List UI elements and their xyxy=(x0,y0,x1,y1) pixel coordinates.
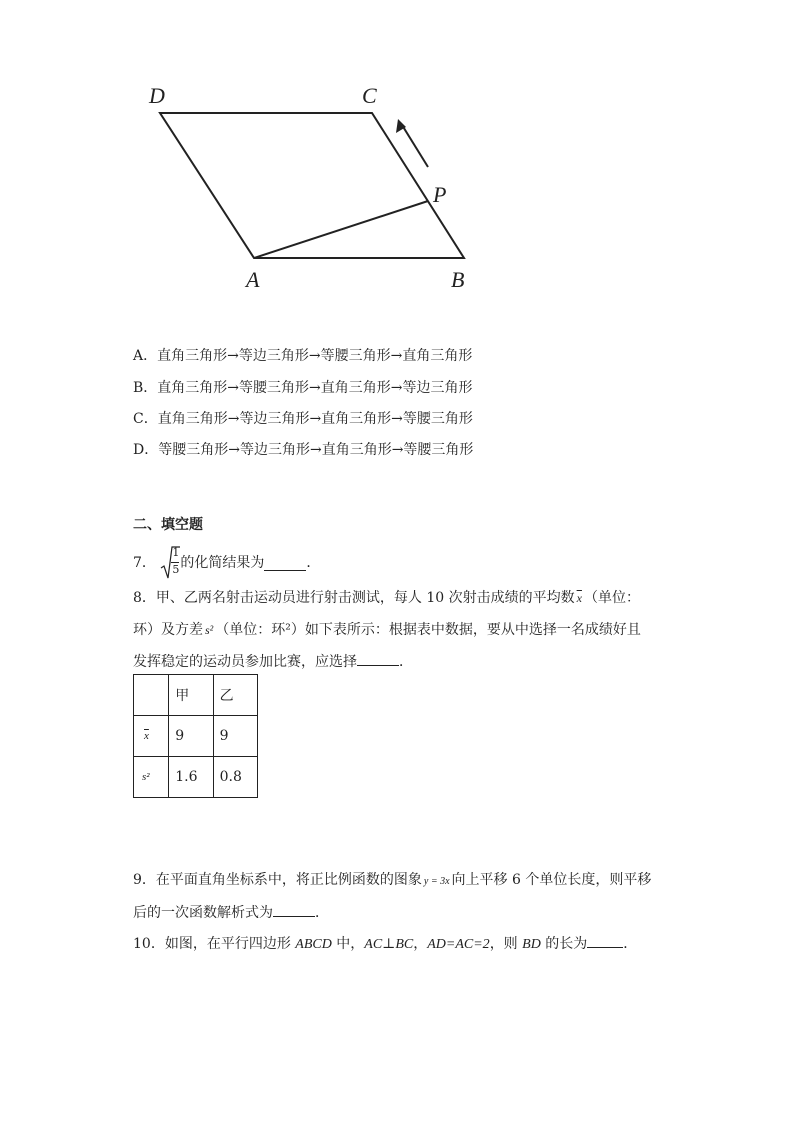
table-cell: 9 xyxy=(213,716,257,757)
option-text: 直角三角形→等腰三角形→直角三角形→等边三角形 xyxy=(157,380,473,396)
parallelogram-figure xyxy=(130,75,490,305)
table-cell: 9 xyxy=(169,716,213,757)
option-d[interactable] xyxy=(133,440,473,460)
option-letter: D． xyxy=(133,442,159,458)
answer-blank[interactable] xyxy=(587,933,623,948)
option-b[interactable] xyxy=(133,378,473,398)
table-header-cell: 乙 xyxy=(213,675,257,716)
point-label-p: P xyxy=(433,182,447,207)
option-text: 等腰三角形→等边三角形→直角三角形→等腰三角形 xyxy=(158,442,474,458)
question-8-line-3 xyxy=(133,651,413,672)
question-7 xyxy=(133,546,320,582)
vertex-label-b: B xyxy=(451,267,465,292)
period: ． xyxy=(315,905,329,921)
score-table xyxy=(133,674,258,798)
math-term: BD xyxy=(522,937,541,952)
question-number: 7． xyxy=(133,555,156,571)
option-letter: B． xyxy=(133,380,158,396)
answer-blank[interactable] xyxy=(264,556,306,571)
parallelogram-abcd xyxy=(160,113,464,258)
option-c[interactable] xyxy=(133,409,473,429)
option-a[interactable] xyxy=(133,346,472,366)
fraction-numerator: 1 xyxy=(172,546,180,559)
answer-blank[interactable] xyxy=(357,651,399,666)
row-label-variance: s² xyxy=(134,757,169,798)
question-text: 环）及方差 xyxy=(133,622,203,638)
question-text: 的长为 xyxy=(540,936,588,952)
question-text: （单位：环²）如下表所示：根据表中数据，要从中选择一名成绩好且 xyxy=(215,622,641,638)
question-text: 向上平移 6 个单位长度，则平移 xyxy=(451,872,652,888)
formula: y = 3x xyxy=(423,876,450,887)
question-8-line-1 xyxy=(133,588,640,608)
sqrt-expression xyxy=(160,546,180,580)
question-text: （单位： xyxy=(583,590,640,606)
question-text: 9．在平面直角坐标系中，将正比例函数的图象 xyxy=(133,872,422,888)
option-letter: A． xyxy=(133,348,158,364)
math-term: ABCD xyxy=(295,937,332,952)
math-term: AC⊥BC xyxy=(364,937,414,952)
question-text: 8．甲、乙两名射击运动员进行射击测试，每人 10 次射击成绩的平均数 xyxy=(133,590,575,606)
question-9-line-2 xyxy=(133,902,329,923)
mean-symbol: $\overline{x}$ xyxy=(576,591,582,605)
vertex-label-d: D xyxy=(149,83,165,108)
period: ． xyxy=(306,555,321,571)
fraction-denominator: 5 xyxy=(172,563,180,576)
section-title: 二、填空题 xyxy=(133,517,203,533)
option-letter: C． xyxy=(133,411,158,427)
row-label-mean: $\overline{x}$ xyxy=(134,716,169,757)
variance-symbol: s² xyxy=(205,623,214,637)
table-header-cell xyxy=(134,675,169,716)
question-text: 10．如图，在平行四边形 xyxy=(133,936,296,952)
question-9-line-1 xyxy=(133,870,651,892)
table-row xyxy=(134,757,258,798)
table-header-row xyxy=(134,675,258,716)
question-8-line-2 xyxy=(133,620,641,640)
table-header-cell: 甲 xyxy=(169,675,213,716)
question-10 xyxy=(133,933,637,955)
question-text: 的化简结果为 xyxy=(180,555,265,571)
math-term: AD=AC=2 xyxy=(427,937,490,952)
table-row xyxy=(134,716,258,757)
vertex-label-a: A xyxy=(246,267,260,292)
segment-ap xyxy=(254,201,428,258)
table-cell: 0.8 xyxy=(213,757,257,798)
direction-arrow-icon xyxy=(402,125,428,167)
question-text: 后的一次函数解析式为 xyxy=(133,905,273,921)
period: ． xyxy=(623,936,638,952)
question-text: ，则 xyxy=(489,936,523,952)
option-text: 直角三角形→等边三角形→等腰三角形→直角三角形 xyxy=(157,348,473,364)
vertex-label-c: C xyxy=(362,83,377,108)
question-text: 中， xyxy=(331,936,365,952)
answer-blank[interactable] xyxy=(273,902,315,917)
period: ． xyxy=(399,654,413,670)
question-text: ， xyxy=(413,936,428,952)
question-text: 发挥稳定的运动员参加比赛，应选择 xyxy=(133,654,357,670)
option-text: 直角三角形→等边三角形→直角三角形→等腰三角形 xyxy=(157,411,473,427)
table-cell: 1.6 xyxy=(169,757,213,798)
